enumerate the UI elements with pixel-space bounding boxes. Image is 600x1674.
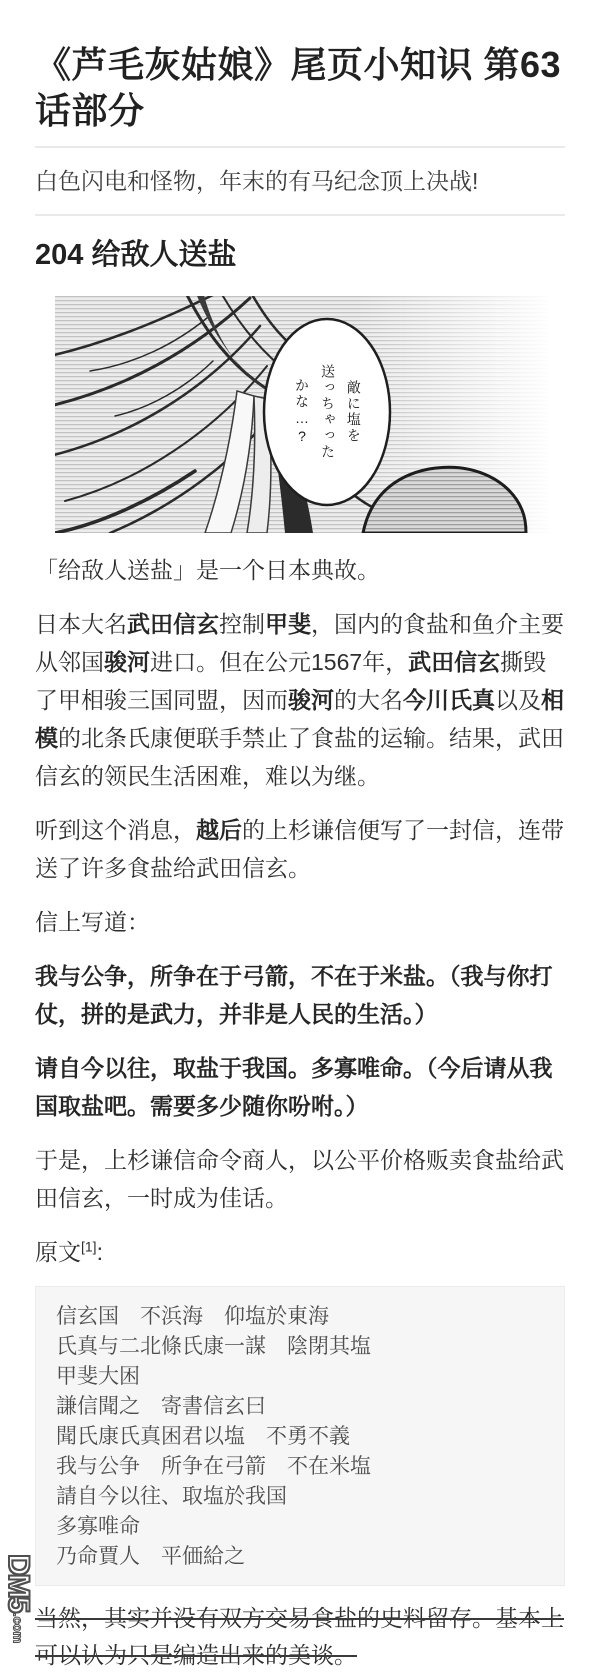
bold-text-run: 今川氏真 bbox=[403, 687, 495, 713]
source-quote-block bbox=[35, 1286, 565, 1586]
quote-line: 請自今以往、取塩於我国 bbox=[56, 1484, 287, 1508]
text-run: 控制 bbox=[219, 611, 265, 637]
text-run: 「给敌人送盐」是一个日本典故。 bbox=[35, 557, 380, 583]
text-run: 信上写道： bbox=[35, 909, 150, 935]
bold-text-run: 我与公争，所争在于弓箭，不在于米盐。（我与你打仗，拼的是武力，并非是人民的生活。） bbox=[35, 963, 553, 1027]
paragraph-conclusion bbox=[35, 1141, 565, 1217]
bold-text-run: 请自今以往，取盐于我国。多寡唯命。（今后请从我国取盐吧。需要多少随你吩咐。） bbox=[35, 1055, 553, 1119]
text-run: 以及 bbox=[495, 687, 541, 713]
quote-line: 信玄国 不浜海 仰塩於東海 bbox=[56, 1304, 329, 1328]
bold-text-run: 武田信玄 bbox=[127, 611, 219, 637]
quote-line: 我与公争 所争在弓箭 不在米塩 bbox=[56, 1454, 371, 1478]
paragraph-letter-quote-2 bbox=[35, 1049, 565, 1125]
quote-line: 氏真与二北條氏康一謀 陰閉其塩 bbox=[56, 1334, 371, 1358]
bold-text-run: 骏河 bbox=[288, 687, 334, 713]
section-heading: 204 给敌人送盐 bbox=[35, 239, 237, 271]
page-subtitle: 白色闪电和怪物，年末的有马纪念顶上决战! bbox=[35, 168, 479, 194]
paragraph-letter-intro bbox=[35, 903, 565, 941]
text-run: 原文 bbox=[35, 1239, 81, 1265]
text-run: 的大名 bbox=[334, 687, 403, 713]
bold-text-run: 骏河 bbox=[104, 649, 150, 675]
text-run: 撕毁了甲相骏三国同盟，因而 bbox=[35, 649, 547, 713]
watermark-text: DM5 bbox=[2, 1554, 35, 1612]
bold-text-run: 甲斐 bbox=[265, 611, 311, 637]
paragraph-letter-quote-1 bbox=[35, 957, 565, 1033]
speech-bubble-text: 敵に塩を 送っちゃった かな…? bbox=[294, 364, 362, 460]
quote-line: 謙信聞之 寄書信玄曰 bbox=[56, 1394, 266, 1418]
paragraph-source-label bbox=[35, 1233, 565, 1271]
text-run: ，国内的食盐和鱼介主要从邻国 bbox=[35, 611, 564, 675]
dm5-watermark-logo bbox=[1, 1554, 35, 1644]
text-run: 的北条氏康便联手禁止了食盐的运输。结果，武田信玄的领民生活困难，难以为继。 bbox=[35, 725, 564, 789]
article-body bbox=[35, 551, 565, 1271]
paragraph-intro bbox=[35, 551, 565, 589]
speech-bubble bbox=[264, 319, 390, 505]
quote-line: 甲斐大困 bbox=[56, 1364, 140, 1388]
manga-illustration bbox=[55, 296, 548, 533]
text-run: 听到这个消息， bbox=[35, 817, 196, 843]
bold-text-run: 越后 bbox=[196, 817, 242, 843]
quote-line: 乃命賈人 平価給之 bbox=[56, 1544, 245, 1568]
paragraph-background bbox=[35, 605, 565, 795]
quote-line: 多寡唯命 bbox=[56, 1514, 140, 1538]
watermark-suffix: .com bbox=[10, 1613, 26, 1644]
text-run: 日本大名 bbox=[35, 611, 127, 637]
quote-line: 聞氏康氏真困君以塩 不勇不義 bbox=[56, 1424, 350, 1448]
divider-under-subtitle bbox=[35, 214, 565, 216]
text-run: : bbox=[96, 1239, 103, 1265]
text-run: 进口。但在公元1567年， bbox=[150, 649, 409, 675]
bold-text-run: 武田信玄 bbox=[408, 649, 501, 675]
text-run: 的上杉谦信便写了一封信，连带送了许多食盐给武田信玄。 bbox=[35, 817, 564, 881]
bold-text-run: 相模 bbox=[35, 687, 564, 751]
divider-under-title bbox=[35, 146, 565, 148]
paragraph-uesugi-letter bbox=[35, 811, 565, 887]
page-title: 《芦毛灰姑娘》尾页小知识 第63话部分 bbox=[35, 44, 562, 131]
footer-note-strikethrough: 当然，其实并没有双方交易食盐的史料留存。基本上可以认为只是编造出来的美谈。 bbox=[35, 1605, 564, 1668]
manga-panel-image bbox=[55, 296, 548, 533]
footnote-ref[interactable]: [1] bbox=[81, 1238, 97, 1255]
text-run: 于是，上杉谦信命令商人，以公平价格贩卖食盐给武田信玄，一时成为佳话。 bbox=[35, 1147, 564, 1211]
